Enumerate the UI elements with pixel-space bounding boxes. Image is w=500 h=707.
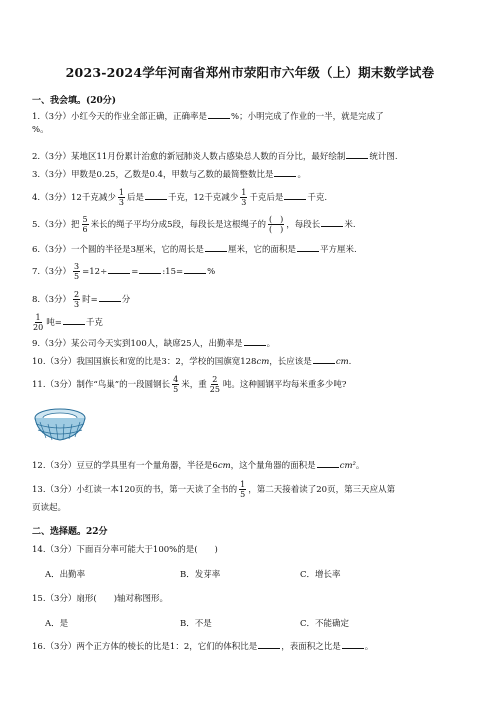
question-5: 5.（3分）把 $\frac{5}{6}$ 米长的绳子平均分成5段，每段长是这根绳子的 $\frac{( )}{( )}$ ，每段长 米. <box>32 215 356 234</box>
question-8-cont: $\frac{1}{20}$ 吨= 千克 <box>33 313 103 332</box>
question-1: 1.（3分）小红今天的作业全部正确，正确率是 %；小明完成了作业的一半，就是完成了 <box>32 109 472 123</box>
question-1-cont: %。 <box>32 125 49 135</box>
question-4: 4.（3分）12千克减少 $\frac{1}{3}$ 后是 千克，12千克减少 $\frac{1}{3}$ 千克后是 千克. <box>32 188 328 207</box>
question-9: 9.（3分）某公司今天实到100人，缺席25人，出勤率是 。 <box>32 336 472 350</box>
q15-option-c[interactable]: C．不能确定 <box>300 619 350 629</box>
question-3: 3.（3分）甲数是0.25，乙数是0.4，甲数与乙数的最简整数比是 。 <box>32 167 472 181</box>
fraction: $\frac{1}{5}$ <box>240 480 246 499</box>
answer-blank[interactable] <box>317 458 339 468</box>
question-12: 12.（3分）豆豆的学具里有一个量角器，半径是6cm，这个量角器的面积是 cm²。 <box>32 458 472 472</box>
answer-blank[interactable] <box>274 167 296 177</box>
bird-nest-icon <box>32 404 88 444</box>
fraction: $\frac{4}{5}$ <box>173 375 179 394</box>
answer-blank[interactable] <box>63 315 85 325</box>
answer-blank[interactable] <box>284 190 306 200</box>
answer-blank[interactable] <box>258 639 280 649</box>
q15-option-b[interactable]: B．不是 <box>180 619 212 629</box>
fraction: $\frac{1}{3}$ <box>118 188 124 207</box>
question-16: 16.（3分）两个正方体的棱长的比是1：2，它们的体积比是 ，表面积之比是 。 <box>32 639 472 653</box>
page-title: 2023-2024学年河南省郑州市荥阳市六年级（上）期末数学试卷 <box>65 65 435 80</box>
question-15: 15.（3分）扇形( )轴对称图形。 <box>32 594 169 604</box>
answer-blank[interactable] <box>342 639 364 649</box>
q15-option-a[interactable]: A．是 <box>45 619 69 629</box>
question-10: 10.（3分）我国国旗长和宽的比是3：2，学校的国旗宽128cm，长应该是 cm. <box>32 354 472 368</box>
answer-blank[interactable] <box>139 264 161 274</box>
answer-blank[interactable] <box>99 292 121 302</box>
fraction[interactable]: $\frac{( )}{( )}$ <box>269 215 284 234</box>
section-choice-title: 二、选择题。22分 <box>32 527 108 537</box>
q14-option-c[interactable]: C．增长率 <box>300 570 341 580</box>
answer-blank[interactable] <box>244 336 266 346</box>
answer-blank[interactable] <box>145 190 167 200</box>
answer-blank[interactable] <box>313 354 335 364</box>
question-14: 14.（3分）下面百分率可能大于100%的是( ) <box>32 545 218 555</box>
question-13: 13.（3分）小红读一本120页的书，第一天读了全书的 $\frac{1}{5}$ ，第二天接着读了20页，第三天应从第 <box>32 480 396 499</box>
answer-blank[interactable] <box>184 264 206 274</box>
answer-blank[interactable] <box>205 242 227 252</box>
question-7: 7.（3分） $\frac{3}{5}$ =12÷ = :15= % <box>32 262 216 281</box>
fraction: $\frac{2}{25}$ <box>209 375 220 394</box>
answer-blank[interactable] <box>108 264 130 274</box>
answer-blank[interactable] <box>321 217 343 227</box>
question-8: 8.（3分） $\frac{2}{3}$ 时= 分 <box>32 290 131 309</box>
section-fill-in-title: 一、我会填。(20分) <box>32 96 117 106</box>
fraction: $\frac{1}{3}$ <box>241 188 247 207</box>
fraction: $\frac{5}{6}$ <box>82 215 88 234</box>
q14-option-b[interactable]: B．发芽率 <box>180 570 221 580</box>
answer-blank[interactable] <box>297 242 319 252</box>
fraction: $\frac{3}{5}$ <box>74 262 80 281</box>
question-2: 2.（3分）某地区11月份累计治愈的新冠肺炎人数占感染总人数的百分比，最好绘制 统计图. <box>32 149 472 163</box>
question-13-cont: 页读起。 <box>32 503 67 513</box>
question-11: 11.（3分）制作“鸟巢”的一段圆钢长 $\frac{4}{5}$ 米，重 $\frac{2}{25}$ 吨。这种圆钢平均每米重多少吨? <box>32 375 347 394</box>
q14-option-a[interactable]: A．出勤率 <box>45 570 86 580</box>
answer-blank[interactable] <box>208 109 230 119</box>
answer-blank[interactable] <box>346 149 368 159</box>
fraction: $\frac{2}{3}$ <box>74 290 80 309</box>
fraction: $\frac{1}{20}$ <box>33 313 44 332</box>
question-6: 6.（3分）一个圆的半径是3厘米，它的周长是 厘米，它的面积是 平方厘米. <box>32 242 472 256</box>
